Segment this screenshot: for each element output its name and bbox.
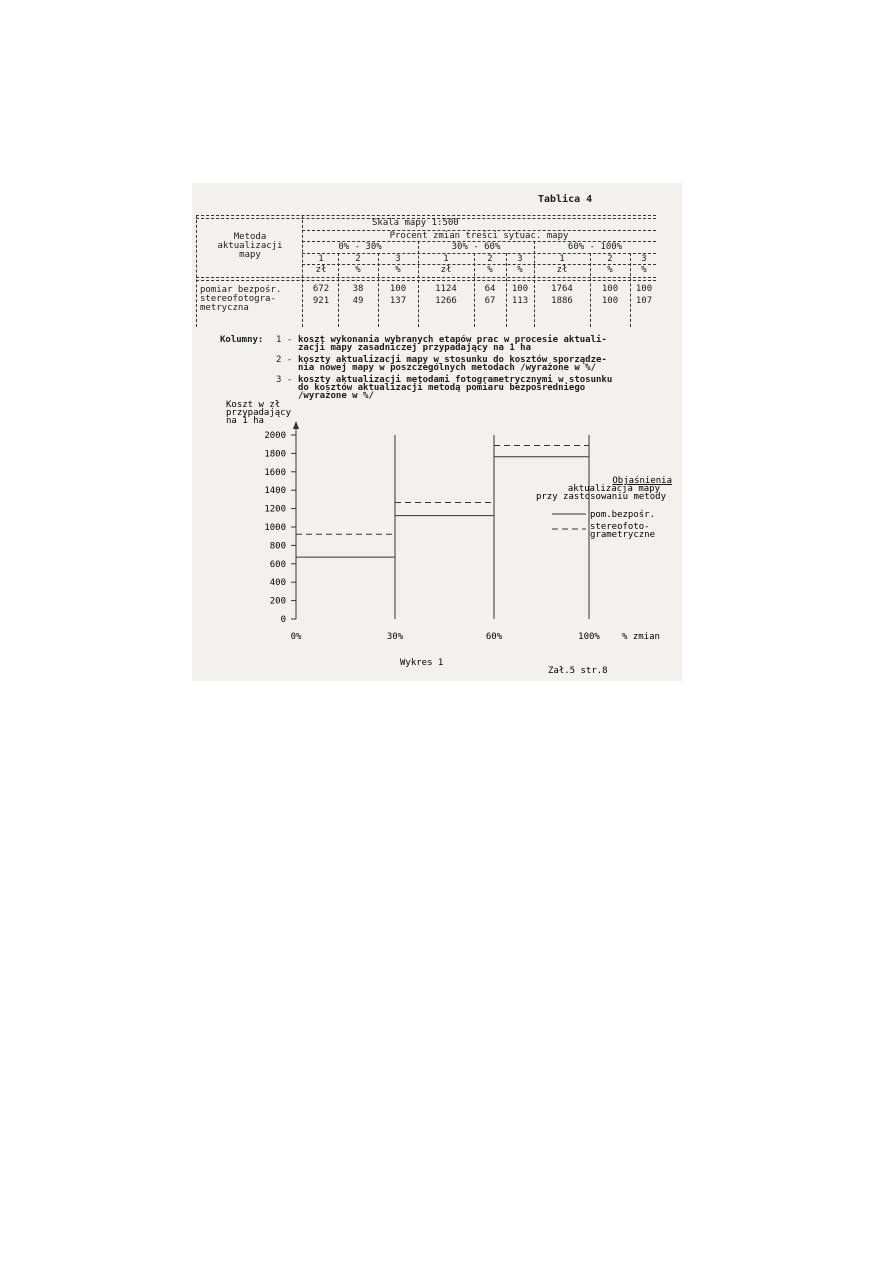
row-label-stereo: stereofotogra- (200, 294, 276, 304)
note-line: koszty aktualizacji mapy w stosunku do kosztów sporządze- (298, 355, 607, 365)
col-number: 3 (395, 254, 401, 264)
range-30-60: 30% - 60% (451, 242, 501, 252)
row-label-stereo-2: metryczna (200, 303, 249, 313)
col-number: 3 (641, 254, 647, 264)
note-line: zacji mapy zasadniczej przypadający na 1 ha (298, 343, 531, 353)
table-cell: 1124 (435, 284, 457, 294)
table-cell: 67 (484, 296, 496, 306)
table-cell: 921 (312, 296, 330, 306)
unit-label: % (355, 265, 361, 275)
y-axis-label: na 1 ha (226, 416, 264, 426)
col-number: 2 (607, 254, 613, 264)
range-0-30: 0% - 30% (338, 242, 382, 252)
notes-label: Kolumny: (220, 335, 264, 345)
x-tick-label: 100% (578, 632, 600, 642)
y-tick-label: 2000 (264, 431, 286, 441)
col-number: 1 (318, 254, 324, 264)
table-cell: 672 (312, 284, 330, 294)
table-cell: 100 (511, 284, 529, 294)
figure-caption: Wykres 1 (400, 658, 444, 668)
y-tick-label: 1400 (264, 486, 286, 497)
change-header: Procent zmian treści sytuac. mapy (389, 231, 569, 241)
range-60-100: 60% - 100% (567, 242, 623, 252)
table-cell: 137 (389, 296, 407, 306)
page-reference: Zał.5 str.8 (548, 666, 608, 676)
method-header-line2: aktualizacji (217, 241, 283, 251)
table-left-border (196, 215, 197, 327)
table-cell: 49 (352, 296, 364, 306)
note-line: nia nowej mapy w poszczególnych metodach /wyrażone w %/ (298, 363, 597, 373)
method-header-line1: Metoda (233, 232, 267, 242)
table-cell: 107 (635, 296, 653, 306)
unit-label: zł (315, 265, 327, 275)
note-number: 2 - (276, 355, 293, 365)
col-number: 1 (559, 254, 565, 264)
table-cell: 100 (601, 284, 619, 294)
legend-subtitle: przy zastosowaniu metody (535, 492, 666, 502)
unit-label: % (641, 265, 647, 275)
table-cell: 100 (389, 284, 407, 294)
note-line: koszty aktualizacji metodami fotogrametrycznymi w stosunku (298, 375, 613, 385)
scale-header: Skala mapy 1:500 (372, 218, 459, 228)
header-bottom-rule-2 (196, 280, 656, 281)
group-divider-2 (534, 241, 535, 327)
legend-dashed-label: grametryczne (590, 530, 656, 540)
legend-solid-label: pom.bezpośr. (590, 510, 656, 520)
y-tick-label: 0 (280, 615, 286, 625)
y-tick-label: 1600 (264, 467, 286, 478)
table-cell: 1764 (551, 284, 573, 294)
table-top-rule (196, 215, 656, 216)
row-label-direct: pomiar bezpośr. (200, 285, 282, 295)
y-axis-label: Koszt w zł (226, 400, 281, 410)
group-divider-1 (418, 241, 419, 327)
table-cell: 64 (484, 284, 496, 294)
legend-dashed-label: stereofoto- (590, 522, 650, 532)
note-line: do kosztów aktualizacji metodą pomiaru bezpośredniego (298, 383, 586, 393)
y-tick-label: 400 (269, 578, 286, 589)
col-number: 2 (355, 254, 361, 264)
table-cell: 1266 (435, 296, 457, 306)
note-number: 3 - (276, 375, 293, 385)
y-tick-label: 200 (269, 596, 286, 607)
unit-label: % (607, 265, 613, 275)
table-cell: 100 (635, 284, 653, 294)
unit-label: % (517, 265, 523, 275)
table-cell: 100 (601, 296, 619, 306)
y-tick-label: 1000 (264, 523, 286, 533)
col-number: 1 (443, 254, 449, 264)
y-tick-label: 600 (269, 559, 286, 570)
unit-label: % (487, 265, 493, 275)
legend-subtitle: aktualizacja mapy (567, 484, 660, 494)
unit-label: zł (440, 265, 452, 275)
y-tick-label: 800 (269, 541, 286, 552)
header-bottom-rule (196, 277, 656, 278)
x-tick-label: 0% (290, 632, 302, 642)
col-number: 3 (517, 254, 523, 264)
unit-label: zł (556, 265, 568, 275)
x-tick-label: 30% (386, 632, 404, 642)
scanned-page (192, 183, 682, 681)
table-cell: 1886 (551, 296, 573, 306)
note-line: koszt wykonania wybranych etapów prac w procesie aktuali- (298, 335, 607, 345)
note-number: 1 - (276, 335, 293, 345)
x-tick-label: 60% (485, 632, 503, 642)
col-number: 2 (487, 254, 493, 264)
x-axis-label: % zmian (622, 632, 660, 642)
note-line: /wyrażone w %/ (298, 391, 374, 401)
table-cell: 113 (511, 296, 529, 306)
legend-title: Objaśnienia (612, 476, 672, 486)
table-number: Tablica 4 (538, 194, 593, 205)
unit-label: % (395, 265, 401, 275)
y-axis-arrow (293, 421, 299, 429)
y-tick-label: 1800 (264, 449, 286, 460)
cost-chart (192, 393, 682, 681)
method-header-line3: mapy (239, 250, 261, 260)
y-tick-label: 1200 (264, 504, 286, 515)
table-cell: 38 (352, 284, 364, 294)
y-axis-label: przypadający (226, 408, 292, 418)
